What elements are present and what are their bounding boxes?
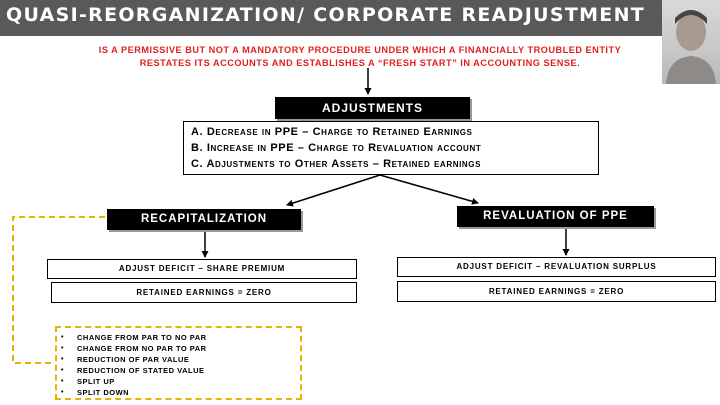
adjustment-item-c: C. Adjustments to Other Assets – Retained earnings [191,158,482,170]
arrow-adjustments-to-revaluation [380,175,478,203]
adjustment-item-b: B. Increase in PPE – Charge to Revaluation account [191,142,482,154]
recap-step-retained-earnings [51,282,357,303]
reval-step-1-text: ADJUST DEFICIT – REVALUATION SURPLUS [456,262,657,271]
revaluation-header [457,206,654,227]
recapitalization-options-list [57,332,300,398]
option-par-to-no-par: • CHANGE FROM PAR TO NO PAR [57,332,300,343]
recap-step-1-text: ADJUST DEFICIT – SHARE PREMIUM [118,264,286,273]
adjustments-list [183,121,599,175]
definition-line-1: IS A PERMISSIVE BUT NOT A MANDATORY PROCEDURE UNDER WHICH A FINANCIALLY TROUBLED ENTITY [98,45,622,55]
option-split-down: • SPLIT DOWN [57,387,300,398]
adjustments-header [275,97,470,119]
recapitalization-heading: RECAPITALIZATION [140,213,268,225]
recapitalization-header [107,209,301,230]
recapitalization-options-box [55,326,302,400]
adjustment-item-a: A. Decrease in PPE – Charge to Retained Earnings [191,126,473,138]
arrow-adjustments-to-recapitalization [287,175,380,205]
slide-title: QUASI-REORGANIZATION/ CORPORATE READJUSTMENT [6,4,646,26]
option-reduction-par-value: • REDUCTION OF PAR VALUE [57,354,300,365]
definition-line-2: RESTATES ITS ACCOUNTS AND ESTABLISHES A “FRESH START” IN ACCOUNTING SENSE. [139,58,581,68]
option-reduction-stated-value: • REDUCTION OF STATED VALUE [57,365,300,376]
reval-step-2-text: RETAINED EARNINGS = ZERO [488,287,625,296]
reval-step-adjust-deficit [397,257,716,277]
adjustments-heading: ADJUSTMENTS [321,101,423,115]
option-no-par-to-par: • CHANGE FROM NO PAR TO PAR [57,343,300,354]
recap-step-adjust-deficit [47,259,357,279]
reval-step-retained-earnings [397,281,716,302]
revaluation-heading: REVALUATION OF PPE [483,210,628,222]
option-split-up: • SPLIT UP [57,376,300,387]
recap-step-2-text: RETAINED EARNINGS = ZERO [136,288,272,297]
